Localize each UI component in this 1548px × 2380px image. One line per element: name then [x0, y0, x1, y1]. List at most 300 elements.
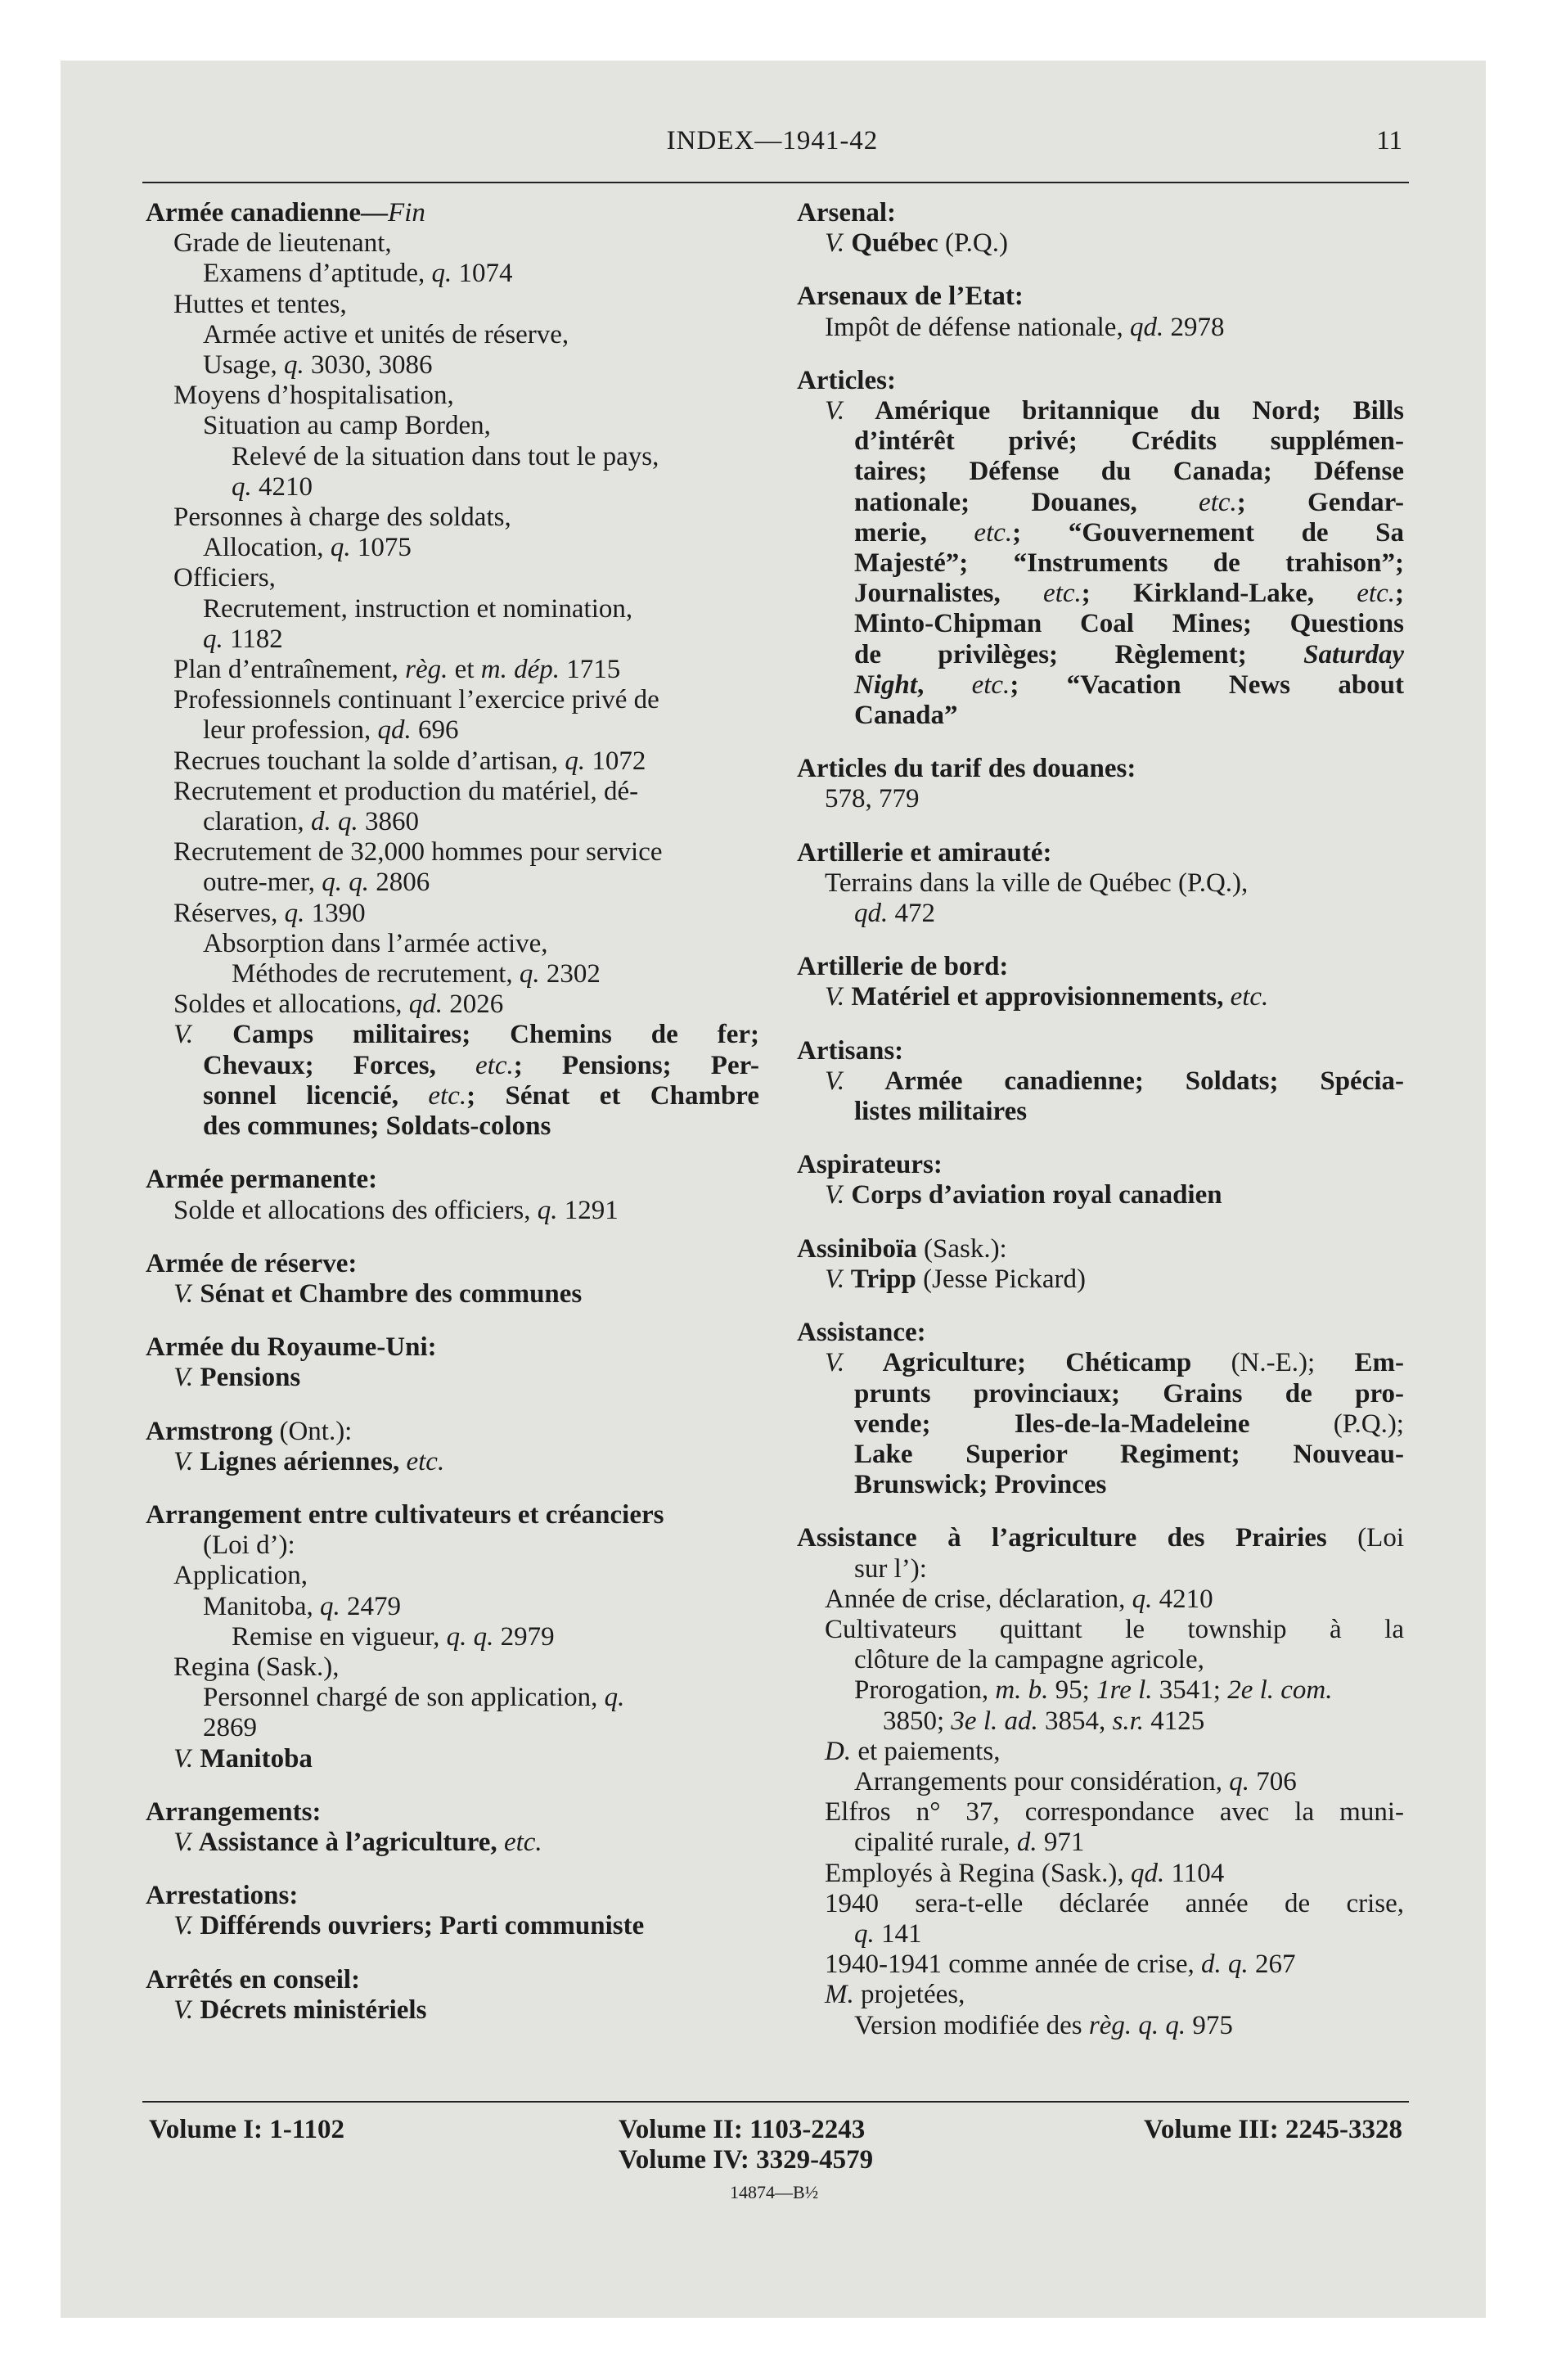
index-subentry	[797, 2011, 1404, 2041]
entry-text: Elfros n° 37, correspondance avec la muni-	[825, 1797, 1404, 1828]
entry-text: Prorogation,	[854, 1675, 996, 1706]
entry-text: etc.	[971, 669, 1010, 700]
entry-text: qd.	[408, 989, 443, 1020]
entry-text: Cultivateurs quittant le township à la	[825, 1614, 1404, 1644]
entry-text: Night	[854, 669, 918, 700]
entry-text: nationale; Douanes,	[854, 487, 1199, 517]
index-subentry	[146, 1911, 759, 1941]
entry-text: ; “Vacation News about	[1010, 669, 1405, 700]
entry-text: vende; Iles-de-la-Madeleine	[854, 1409, 1250, 1439]
index-subentry	[146, 989, 759, 1020]
entry-text: q.	[565, 746, 586, 776]
entry-text: Lake Superior Regiment; Nouveau-	[854, 1439, 1404, 1469]
entry-text: Année de crise, déclaration,	[825, 1584, 1132, 1614]
entry-text: etc.	[406, 1446, 445, 1476]
entry-text: q.	[232, 471, 252, 502]
entry-text: Em-	[1354, 1348, 1404, 1378]
entry-text: q.	[854, 1918, 875, 1949]
index-subentry	[146, 594, 759, 624]
index-subentry	[797, 1440, 1404, 1470]
entry-text: Méthodes de recrutement,	[232, 959, 520, 989]
entry-text: (Ont.):	[272, 1416, 353, 1446]
entry-spacer	[146, 1477, 759, 1500]
index-heading	[146, 1165, 759, 1195]
entry-text: etc.	[503, 1827, 542, 1857]
entry-text: etc.	[428, 1080, 467, 1111]
entry-text: d. q.	[1201, 1950, 1249, 1980]
entry-text: ;	[1395, 579, 1404, 609]
entry-text: Arrangement entre cultivateurs et créanciers	[146, 1499, 664, 1530]
page-header	[142, 121, 1402, 170]
entry-text: 2869	[203, 1713, 257, 1743]
entry-text: 1072	[585, 746, 646, 776]
entry-text: V.	[825, 1264, 845, 1294]
entry-text: q.	[519, 959, 540, 989]
entry-spacer	[797, 1211, 1404, 1234]
index-heading	[146, 198, 759, 228]
index-subentry	[146, 1995, 759, 2026]
index-subentry	[146, 1081, 759, 1111]
entry-text: qd.	[1130, 1858, 1165, 1888]
entry-text: 975	[1186, 2010, 1233, 2040]
index-subentry	[797, 1828, 1404, 1858]
index-subentry	[146, 533, 759, 563]
entry-text: 578, 779	[825, 784, 920, 814]
index-subentry	[146, 1530, 759, 1561]
entry-text: 3030, 3086	[304, 350, 433, 381]
entry-spacer	[797, 343, 1404, 366]
index-subentry	[797, 457, 1404, 487]
entry-text: 2979	[493, 1621, 555, 1652]
right-column	[797, 198, 1404, 2041]
entry-text: 267	[1248, 1950, 1296, 1980]
index-subentry	[797, 1767, 1404, 1797]
entry-text: Personnel chargé de son application,	[203, 1683, 605, 1713]
index-subentry	[146, 899, 759, 929]
entry-text: (N.-E.);	[1191, 1348, 1355, 1378]
entry-text: Version modifiée des	[854, 2010, 1089, 2040]
entry-text: listes militaires	[854, 1097, 1028, 1127]
entry-text: 971	[1037, 1828, 1085, 1858]
index-subentry	[797, 1980, 1404, 2010]
index-subentry	[797, 579, 1404, 609]
index-subentry	[797, 609, 1404, 639]
entry-text: 1re l.	[1096, 1675, 1153, 1706]
entry-text: Arrêtés en conseil:	[146, 1964, 361, 1995]
index-subentry	[797, 1264, 1404, 1295]
entry-text: d’intérêt privé; Crédits supplémen-	[854, 426, 1404, 457]
entry-spacer	[797, 929, 1404, 952]
entry-text: des communes; Soldats-colons	[203, 1111, 551, 1142]
entry-text: Usage,	[203, 350, 284, 381]
entry-text: Assistance:	[797, 1318, 926, 1348]
index-heading	[797, 1234, 1404, 1264]
entry-text: sonnel licencié,	[203, 1080, 429, 1111]
index-subentry	[797, 518, 1404, 548]
index-subentry	[797, 784, 1404, 814]
entry-text: q.	[431, 259, 452, 289]
index-heading	[797, 1150, 1404, 1180]
entry-text: q.	[1229, 1766, 1249, 1796]
entry-text: clôture de la campagne agricole,	[854, 1645, 1204, 1675]
index-subentry	[146, 228, 759, 259]
entry-text: q.	[203, 624, 223, 654]
entry-text: Assiniboïa	[797, 1233, 917, 1264]
entry-text: Assistance à l’agriculture des Prairies	[797, 1523, 1327, 1553]
entry-text: d. q.	[310, 807, 358, 837]
entry-text: Saturday	[1303, 639, 1404, 669]
entry-text: Armée du Royaume-Uni:	[146, 1332, 437, 1363]
entry-text: Chevaux; Forces,	[203, 1050, 475, 1080]
entry-text: V.	[825, 1348, 845, 1378]
entry-spacer	[146, 1774, 759, 1797]
entry-text: Impôt de défense nationale,	[825, 312, 1130, 342]
entry-text: Officiers,	[173, 563, 276, 593]
entry-text: etc.	[475, 1050, 514, 1080]
entry-text: Examens d’aptitude,	[203, 259, 432, 289]
entry-text: Arrangements:	[146, 1796, 322, 1827]
entry-text: Allocation,	[203, 533, 331, 563]
index-subentry	[797, 1379, 1404, 1409]
index-subentry	[146, 350, 759, 381]
entry-text: 4210	[1152, 1584, 1213, 1614]
index-subentry	[146, 472, 759, 503]
entry-text: ; Kirkland-Lake,	[1081, 579, 1357, 609]
entry-text: s.r.	[1112, 1706, 1145, 1736]
entry-text: Manitoba,	[203, 1591, 320, 1621]
entry-text: Arrestations:	[146, 1881, 299, 1911]
entry-text: Personnes à charge des soldats,	[173, 503, 511, 533]
left-column	[146, 198, 759, 2026]
entry-spacer	[797, 259, 1404, 282]
index-subentry	[797, 1737, 1404, 1767]
entry-spacer	[146, 1394, 759, 1417]
index-subentry	[797, 1706, 1404, 1737]
entry-text: Huttes et tentes,	[173, 289, 347, 319]
entry-text: q.	[284, 898, 305, 928]
index-subentry	[146, 1020, 759, 1050]
entry-text: Armstrong	[146, 1416, 273, 1446]
entry-text: qd.	[1129, 312, 1164, 342]
entry-text: 2806	[369, 868, 430, 898]
index-subentry	[797, 1180, 1404, 1210]
index-subentry	[146, 1447, 759, 1477]
index-subentry	[146, 1622, 759, 1652]
index-heading	[797, 1318, 1404, 1348]
entry-text: etc.	[1357, 579, 1395, 609]
entry-text: V.	[825, 982, 845, 1012]
index-subentry	[146, 1592, 759, 1622]
page-number: 11	[1376, 126, 1402, 156]
index-heading	[797, 198, 1404, 228]
entry-text: etc.	[1230, 982, 1269, 1012]
entry-text: règ. q. q.	[1088, 2010, 1186, 2040]
entry-text: projetées,	[853, 1980, 965, 2010]
entry-text: 1075	[350, 533, 412, 563]
entry-text: 141	[874, 1918, 922, 1949]
index-subentry	[146, 1744, 759, 1774]
index-subentry	[797, 1889, 1404, 1919]
entry-text: Situation au camp Borden,	[203, 411, 491, 441]
entry-text: Arsenaux de l’Etat:	[797, 282, 1024, 312]
entry-text: 2479	[340, 1591, 401, 1621]
entry-text: V.	[825, 1180, 845, 1210]
entry-text: d.	[1016, 1828, 1037, 1858]
entry-text: merie,	[854, 517, 974, 548]
index-subentry	[797, 1097, 1404, 1127]
index-subentry	[797, 1409, 1404, 1440]
index-subentry	[146, 259, 759, 289]
entry-text: D.	[825, 1736, 852, 1766]
index-subentry	[146, 1652, 759, 1683]
entry-text: Manitoba	[193, 1743, 313, 1774]
volume-1-range: Volume I: 1-1102	[149, 2115, 344, 2144]
index-heading	[797, 1036, 1404, 1066]
entry-text: Pensions	[193, 1363, 301, 1393]
index-subentry	[146, 1196, 759, 1226]
index-subentry	[797, 1675, 1404, 1706]
index-subentry	[146, 503, 759, 533]
entry-text: Artisans:	[797, 1035, 904, 1066]
volume-2-range: Volume II: 1103-2243	[619, 2115, 866, 2144]
entry-text: q.	[604, 1683, 625, 1713]
entry-text: de privilèges; Règlement;	[854, 639, 1304, 669]
index-subentry	[146, 290, 759, 320]
entry-text: leur profession,	[203, 715, 378, 746]
entry-text: M.	[825, 1980, 854, 2010]
entry-text: q.	[537, 1195, 558, 1225]
entry-text: et paiements,	[851, 1736, 1001, 1766]
entry-text: (P.Q.);	[1249, 1409, 1404, 1439]
index-subentry	[797, 488, 1404, 518]
entry-text: 3541;	[1152, 1675, 1228, 1706]
entry-text: Remise en vigueur,	[232, 1621, 447, 1652]
entry-text: cipalité rurale,	[854, 1828, 1017, 1858]
index-subentry	[146, 1111, 759, 1142]
entry-text: m. b.	[995, 1675, 1049, 1706]
entry-text: Recrutement de 32,000 hommes pour service	[173, 837, 663, 868]
entry-spacer	[797, 1500, 1404, 1523]
index-heading	[797, 838, 1404, 868]
entry-text: Articles du tarif des douanes:	[797, 754, 1136, 784]
index-heading	[146, 1249, 759, 1279]
entry-text: ; Sénat et Chambre	[466, 1080, 759, 1111]
entry-text: 1074	[452, 259, 513, 289]
entry-text: Articles:	[797, 365, 896, 395]
entry-spacer	[146, 1309, 759, 1332]
index-subentry	[146, 655, 759, 685]
entry-text: 3860	[358, 807, 419, 837]
entry-text: Armée active et unités de réserve,	[203, 319, 569, 349]
index-subentry	[146, 685, 759, 715]
index-heading	[146, 1417, 759, 1447]
entry-text: Employés à Regina (Sask.),	[825, 1858, 1131, 1888]
entry-text: etc.	[1199, 487, 1237, 517]
entry-text: Solde et allocations des officiers,	[173, 1195, 538, 1225]
index-subentry	[146, 1363, 759, 1393]
entry-text: 95;	[1048, 1675, 1097, 1706]
entry-text: V.	[173, 1995, 194, 2025]
entry-text: q.	[1132, 1584, 1153, 1614]
index-subentry	[146, 1051, 759, 1081]
entry-text: q. q.	[446, 1621, 494, 1652]
entry-text: 4125	[1144, 1706, 1205, 1736]
entry-text: 2e l. com.	[1227, 1675, 1333, 1706]
index-heading	[797, 366, 1404, 396]
index-subentry	[797, 670, 1404, 701]
entry-text: outre-mer,	[203, 868, 322, 898]
entry-text: 3854,	[1037, 1706, 1113, 1736]
index-subentry	[797, 396, 1404, 426]
entry-text: Recrutement et production du matériel, dé-	[173, 776, 639, 806]
index-subentry	[797, 426, 1404, 457]
entry-text: etc.	[974, 517, 1013, 548]
entry-text: Amérique britannique du Nord; Bills	[844, 396, 1404, 426]
volume-3-range: Volume III: 2245-3328	[1144, 2115, 1402, 2144]
index-subentry	[797, 1066, 1404, 1097]
index-heading	[797, 754, 1404, 784]
entry-text: Agriculture; Chéticamp	[844, 1348, 1192, 1378]
entry-text: q.	[330, 533, 351, 563]
entry-text: et	[448, 655, 481, 685]
index-subentry	[146, 381, 759, 411]
index-subentry	[797, 868, 1404, 899]
entry-spacer	[797, 1127, 1404, 1150]
entry-text: V.	[173, 1827, 194, 1857]
entry-text: (Loi	[1326, 1523, 1404, 1553]
entry-text: 706	[1249, 1766, 1297, 1796]
index-subentry	[797, 313, 1404, 343]
entry-text: Artillerie de bord:	[797, 952, 1009, 982]
entry-text: Tripp	[844, 1264, 916, 1294]
entry-text: Artillerie et amirauté:	[797, 837, 1052, 868]
entry-text: 1291	[557, 1195, 619, 1225]
entry-text: (Jesse Pickard)	[916, 1264, 1087, 1294]
index-heading	[146, 1881, 759, 1911]
index-subentry	[146, 563, 759, 593]
entry-text: Armée canadienne—	[146, 198, 389, 228]
entry-text: Brunswick; Provinces	[854, 1470, 1107, 1500]
index-subentry	[797, 1615, 1404, 1645]
index-heading	[146, 1332, 759, 1363]
index-heading	[797, 282, 1404, 312]
index-subentry	[146, 837, 759, 868]
entry-spacer	[797, 1013, 1404, 1036]
entry-text: Terrains dans la ville de Québec (P.Q.),	[825, 868, 1249, 898]
entry-text: etc.	[1043, 579, 1082, 609]
index-subentry	[797, 1470, 1404, 1500]
entry-text: Plan d’entraînement,	[173, 655, 406, 685]
entry-text: Regina (Sask.),	[173, 1652, 340, 1682]
entry-text: (Sask.):	[916, 1233, 1007, 1264]
entry-text: Armée de réserve:	[146, 1248, 358, 1278]
index-subentry	[797, 1797, 1404, 1828]
entry-text: Grade de lieutenant,	[173, 228, 392, 259]
entry-text: V.	[825, 228, 845, 259]
footer-rule	[142, 2101, 1409, 2103]
entry-text: Assistance à l’agriculture,	[193, 1827, 504, 1857]
entry-spacer	[797, 1295, 1404, 1318]
entry-text: Recrutement, instruction et nomination,	[203, 593, 633, 624]
entry-text: 1715	[559, 655, 621, 685]
index-subentry	[146, 777, 759, 807]
volume-footer	[142, 2115, 1409, 2213]
entry-text: q.	[319, 1591, 340, 1621]
index-subentry	[797, 982, 1404, 1012]
index-subentry	[146, 1561, 759, 1591]
entry-text: 1182	[223, 624, 283, 654]
entry-spacer	[146, 1942, 759, 1965]
entry-spacer	[797, 815, 1404, 838]
volume-4-range: Volume IV: 3329-4579	[619, 2145, 874, 2175]
entry-text: 1104	[1164, 1858, 1225, 1888]
entry-text: 1940-1941 comme année de crise,	[825, 1950, 1202, 1980]
index-subentry	[797, 640, 1404, 670]
entry-text: Québec	[844, 228, 938, 259]
entry-text: Aspirateurs:	[797, 1150, 943, 1180]
entry-spacer	[146, 1142, 759, 1165]
entry-text: (P.Q.)	[938, 228, 1008, 259]
index-subentry	[146, 807, 759, 837]
entry-spacer	[146, 1858, 759, 1881]
entry-text: V.	[825, 396, 845, 426]
page-title: INDEX—1941-42	[666, 126, 879, 156]
entry-text: 2302	[539, 959, 601, 989]
entry-text: ; Pensions; Per-	[513, 1050, 759, 1080]
entry-text: Application,	[173, 1561, 308, 1591]
index-subentry	[146, 1713, 759, 1743]
entry-text: q.	[283, 350, 304, 381]
index-heading	[146, 1965, 759, 1995]
entry-text: V.	[173, 1363, 194, 1393]
entry-text: V.	[173, 1278, 194, 1309]
index-subentry	[146, 868, 759, 898]
index-subentry	[146, 320, 759, 350]
entry-text: V.	[825, 1066, 845, 1096]
entry-text: Sénat et Chambre des communes	[193, 1278, 583, 1309]
index-subentry	[146, 959, 759, 989]
entry-text: Différends ouvriers; Parti communiste	[193, 1911, 645, 1941]
entry-text: Canada”	[854, 701, 958, 731]
index-subentry	[797, 701, 1404, 731]
entry-text: qd.	[854, 899, 889, 929]
entry-text: q. q.	[322, 868, 370, 898]
entry-text: V.	[173, 1911, 194, 1941]
index-subentry	[146, 746, 759, 777]
index-subentry	[797, 899, 1404, 929]
entry-text: Relevé de la situation dans tout le pays,	[232, 441, 659, 471]
entry-text: Matériel et approvisionnements,	[844, 982, 1231, 1012]
entry-text: Professionnels continuant l’exercice privé de	[173, 685, 659, 715]
entry-text: Arsenal:	[797, 198, 896, 228]
index-subentry	[146, 715, 759, 746]
entry-text: Réserves,	[173, 898, 285, 928]
entry-text: V.	[173, 1743, 194, 1774]
entry-text: V.	[173, 1020, 194, 1050]
entry-text: ,	[917, 669, 972, 700]
index-subentry	[146, 411, 759, 441]
entry-text: 3850;	[883, 1706, 952, 1736]
index-subentry	[797, 1645, 1404, 1675]
entry-text: V.	[173, 1446, 194, 1476]
index-heading	[146, 1797, 759, 1828]
entry-text: règ.	[405, 655, 448, 685]
entry-text: Camps militaires; Chemins de fer;	[193, 1020, 759, 1050]
index-subentry	[146, 1683, 759, 1713]
entry-text: 2026	[443, 989, 504, 1020]
entry-text: 696	[411, 715, 459, 746]
index-subentry	[797, 1950, 1404, 1980]
